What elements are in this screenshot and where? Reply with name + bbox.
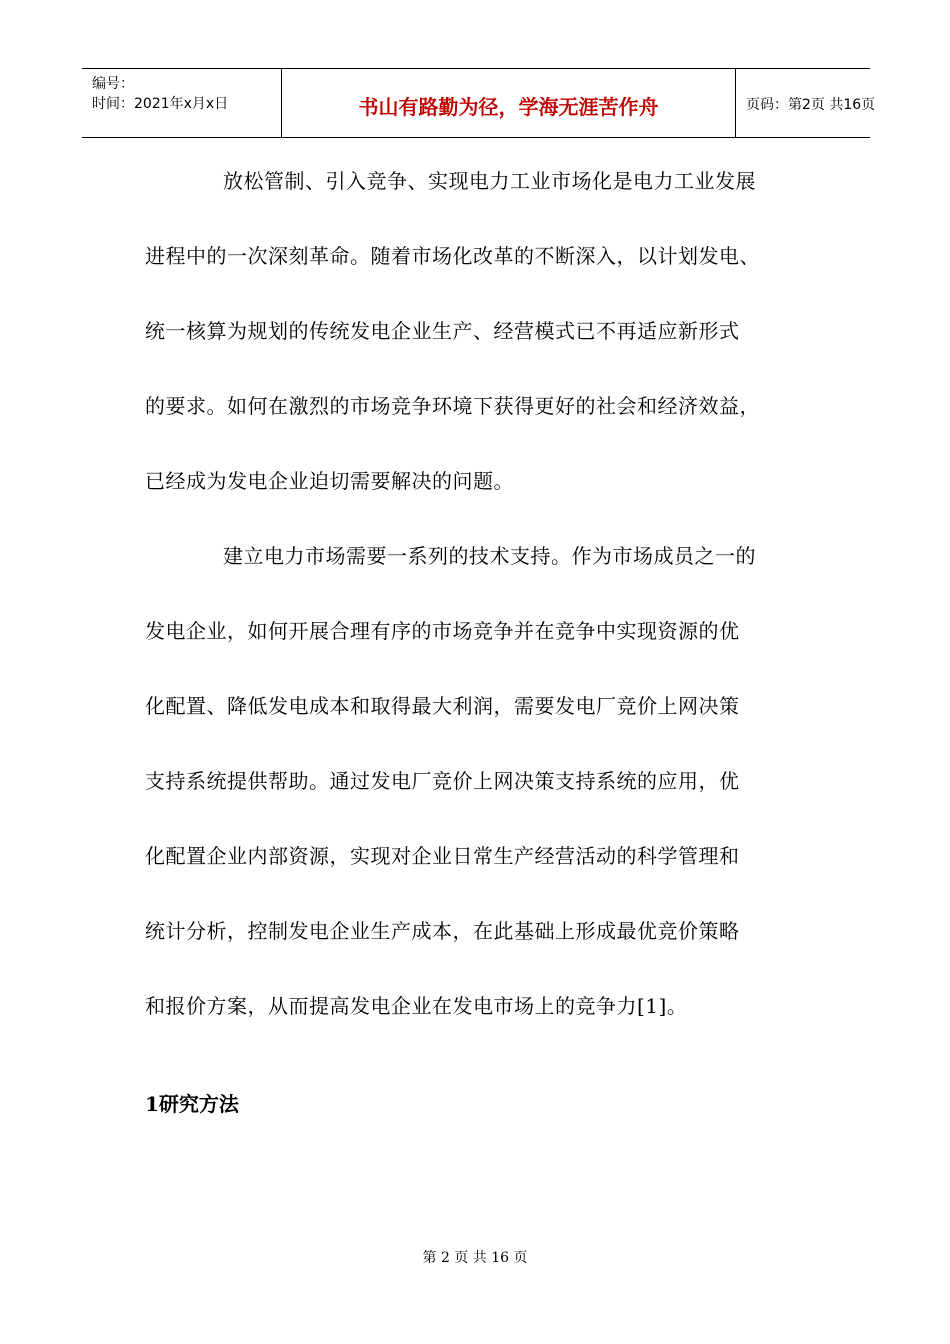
paragraph-line: 的要求。如何在激烈的市场竞争环境下获得更好的社会和经济效益， xyxy=(145,394,760,418)
section-heading: 1研究方法 xyxy=(145,1092,239,1116)
header-motto-cell xyxy=(281,69,736,137)
page-footer: 第 2 页 共 16 页 xyxy=(422,1250,528,1266)
paragraph-line: 建立电力市场需要一系列的技术支持。作为市场成员之一的 xyxy=(223,544,756,568)
paragraph-1 xyxy=(145,166,815,497)
paragraph-line: 和报价方案，从而提高发电企业在发电市场上的竞争力[1]。 xyxy=(145,994,688,1018)
paragraph-line: 放松管制、引入竞争、实现电力工业市场化是电力工业发展 xyxy=(223,169,756,193)
header-motto: 书山有路勤为径，学海无涯苦作舟 xyxy=(358,95,659,119)
paragraph-line: 已经成为发电企业迫切需要解决的问题。 xyxy=(145,469,514,493)
paragraph-line: 统计分析，控制发电企业生产成本，在此基础上形成最优竞价策略 xyxy=(145,919,740,943)
header-page-info: 页码：第2页 共16页 xyxy=(746,97,876,113)
document-body xyxy=(145,166,815,1066)
paragraph-line: 化配置企业内部资源，实现对企业日常生产经营活动的科学管理和 xyxy=(145,844,740,868)
paragraph-2 xyxy=(145,541,815,1022)
document-date-label: 时间：2021年x月x日 xyxy=(92,96,229,112)
paragraph-line: 发电企业，如何开展合理有序的市场竞争并在竞争中实现资源的优 xyxy=(145,619,740,643)
page-header xyxy=(82,68,876,138)
header-meta-cell xyxy=(82,69,281,137)
document-number-label: 编号： xyxy=(92,76,134,92)
paragraph-line: 化配置、降低发电成本和取得最大利润，需要发电厂竞价上网决策 xyxy=(145,694,740,718)
paragraph-line: 支持系统提供帮助。通过发电厂竞价上网决策支持系统的应用，优 xyxy=(145,769,740,793)
paragraph-line: 进程中的一次深刻革命。随着市场化改革的不断深入，以计划发电、 xyxy=(145,244,760,268)
paragraph-line: 统一核算为规划的传统发电企业生产、经营模式已不再适应新形式 xyxy=(145,319,740,343)
header-page-cell xyxy=(736,69,876,137)
